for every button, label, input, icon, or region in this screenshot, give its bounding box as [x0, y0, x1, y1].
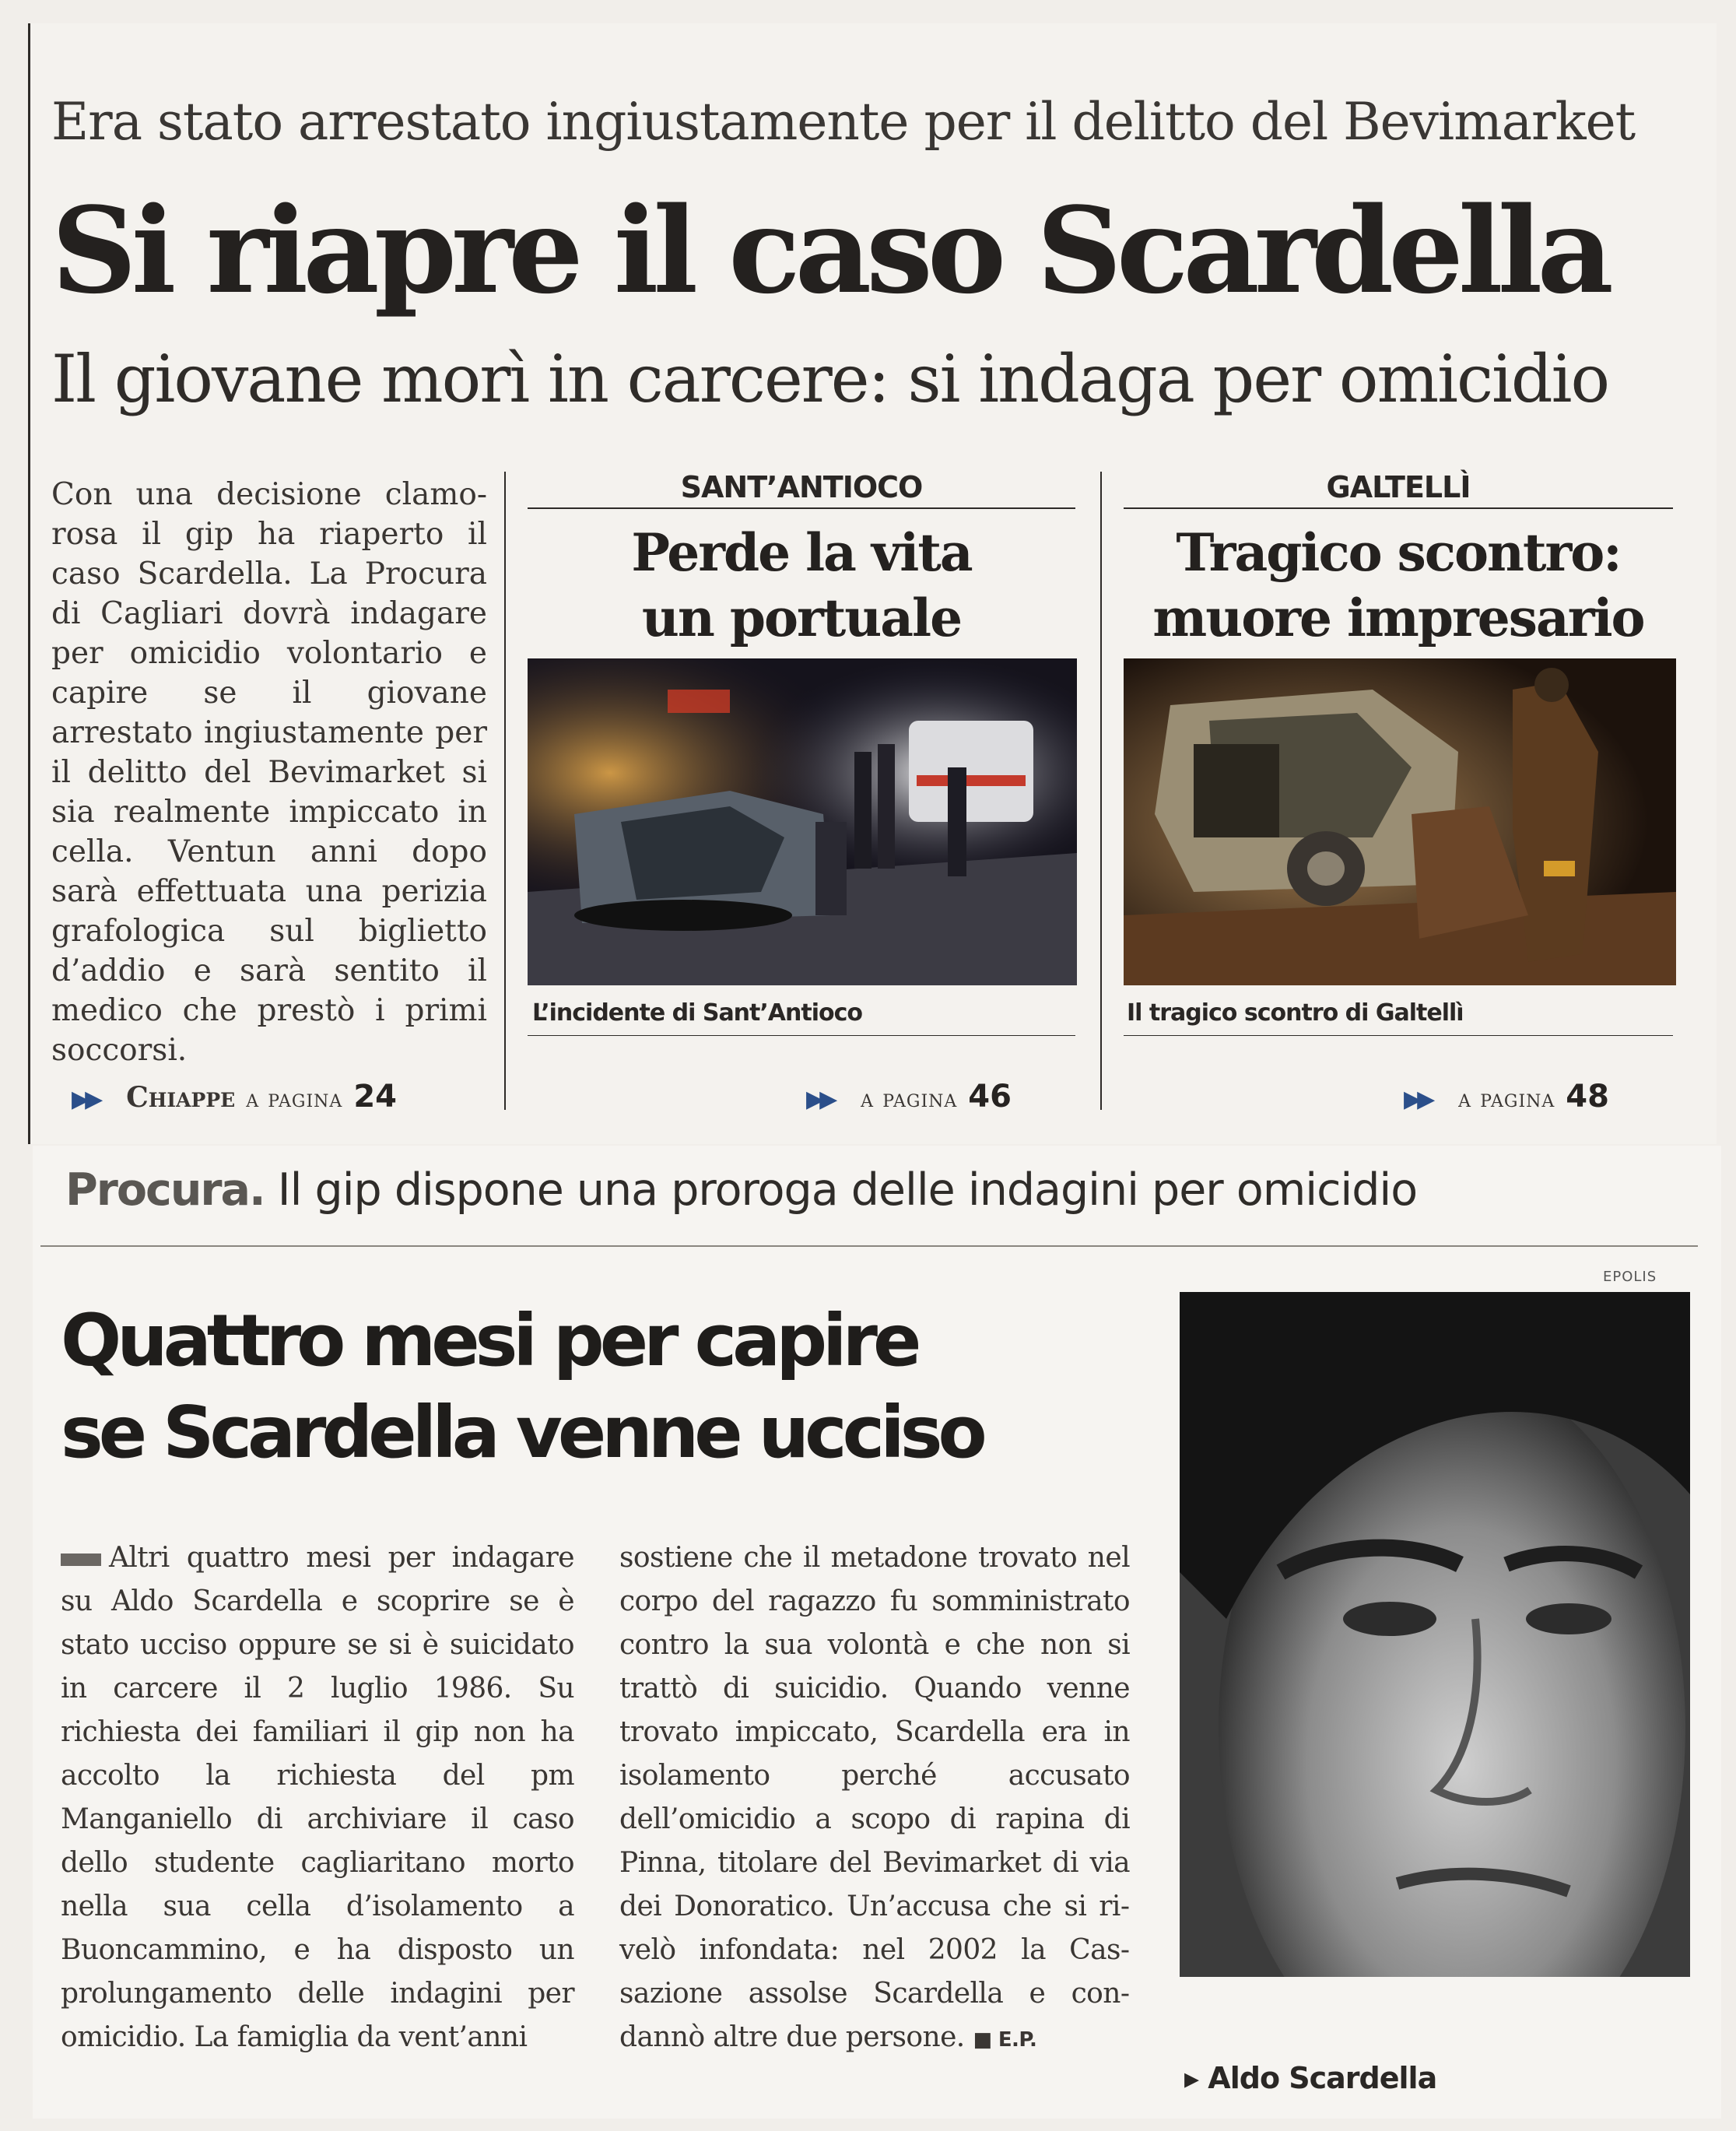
story-title-line: muore impresario — [1152, 588, 1644, 648]
double-arrow-icon: ▶▶ — [72, 1086, 99, 1113]
article-title[interactable] — [61, 1295, 1166, 1479]
portrait-caption: ▸ Aldo Scardella — [1184, 2061, 1437, 2095]
accident-photo — [528, 658, 1077, 985]
strapline-rule — [40, 1245, 1698, 1247]
portrait-photo — [1180, 1292, 1690, 2047]
ref-text: a pagina — [1458, 1083, 1555, 1113]
ref-page-number: 24 — [353, 1079, 397, 1115]
story-title-line: un portuale — [641, 588, 962, 648]
main-headline: Si riapre il caso Scardella — [51, 181, 1608, 320]
ref-page-number: 48 — [1566, 1079, 1609, 1115]
left-page-reference[interactable] — [72, 1079, 397, 1115]
section-rule — [528, 507, 1075, 509]
story-title-right[interactable] — [1124, 520, 1673, 651]
section-label-galtelli: GALTELLÌ — [1326, 470, 1471, 504]
photo-caption-right: Il tragico scontro di Galtellì — [1127, 999, 1464, 1027]
story-title-line: Tragico scontro: — [1176, 522, 1621, 583]
kicker: Era stato arrestato ingiustamente per il delitto del Bevimarket — [51, 92, 1636, 152]
story-title-line: Perde la vita — [631, 522, 972, 583]
column-divider — [504, 472, 506, 1110]
ref-text: a pagina — [246, 1083, 343, 1113]
left-article-text: Con una decisione clamorosa il gip ha riaperto il caso Scardella. La Procura di Cagliari dovrà indagare per omicidio volontario e capire se il giovane arrestato ingiustamente per il delitto del Bevimarket si sia realmente impiccato in cella. Ventun anni dopo sarà effettuata una perizia grafologica sul biglietto d’addio e sarà sentito il medico che prestò i primi soccorsi. — [51, 477, 487, 1068]
article-column-2-text: sostiene che il metadone trovato nel corpo del ragazzo fu somministrato contro la sua volontà e che non si trattò di suicidio. Quando venne trovato impiccato, Scardella era in isolamento perché accusato dell’omicidio a scopo di rapina di Pinna, titolare del Bevimarket di via dei Donoratico. Un’accusa che si rivelò infondata: nel 2002 la Cassazione assolse Scardella e condannò altre due persone. — [619, 1542, 1130, 2053]
section-rule — [1124, 507, 1673, 509]
procura-strapline — [65, 1164, 1699, 1216]
procura-text: Il gip dispone una proroga delle indagini per omicidio — [277, 1164, 1418, 1216]
ref-author: Chiappe — [126, 1081, 236, 1114]
lead-marker — [61, 1553, 101, 1566]
right-page-reference[interactable] — [1404, 1079, 1609, 1115]
ref-page-number: 46 — [968, 1079, 1012, 1115]
article-title-line: Quattro mesi per capire — [61, 1299, 917, 1382]
ref-text: a pagina — [861, 1083, 958, 1113]
article-column-2 — [619, 1536, 1130, 2062]
story-title-mid[interactable] — [528, 520, 1075, 651]
mid-page-reference[interactable] — [806, 1079, 1012, 1115]
crash-photo — [1124, 658, 1676, 985]
section-label-santantioco: SANT’ANTIOCO — [680, 470, 923, 504]
photo-caption-mid: L’incidente di Sant’Antioco — [532, 999, 862, 1027]
article-signature: ■ E.P. — [973, 2028, 1037, 2052]
article-column-1-text: Altri quattro mesi per indagare su Aldo Scardella e scoprire se è stato ucciso oppure se si è suicidato in carcere il 2 luglio 1986. Su richiesta dei familiari il gip non ha accolto la richiesta del pm Manganiello di archiviare il caso dello studente cagliaritano morto nella sua cella d’isolamento a Buoncammino, e ha disposto un prolungamento delle indagini per omicidio. La famiglia da vent’anni — [61, 1542, 574, 2053]
column-divider — [1100, 472, 1102, 1110]
article-column-1 — [61, 1536, 574, 2059]
article-title-line: se Scardella venne ucciso — [61, 1391, 983, 1474]
caption-rule — [1124, 1035, 1673, 1036]
caption-rule — [528, 1035, 1075, 1036]
double-arrow-icon: ▶▶ — [1404, 1086, 1431, 1113]
procura-label: Procura. — [65, 1164, 265, 1216]
double-arrow-icon: ▶▶ — [806, 1086, 833, 1113]
subheadline: Il giovane morì in carcere: si indaga per omicidio — [51, 341, 1609, 417]
photo-credit: EPOLIS — [1603, 1269, 1657, 1285]
